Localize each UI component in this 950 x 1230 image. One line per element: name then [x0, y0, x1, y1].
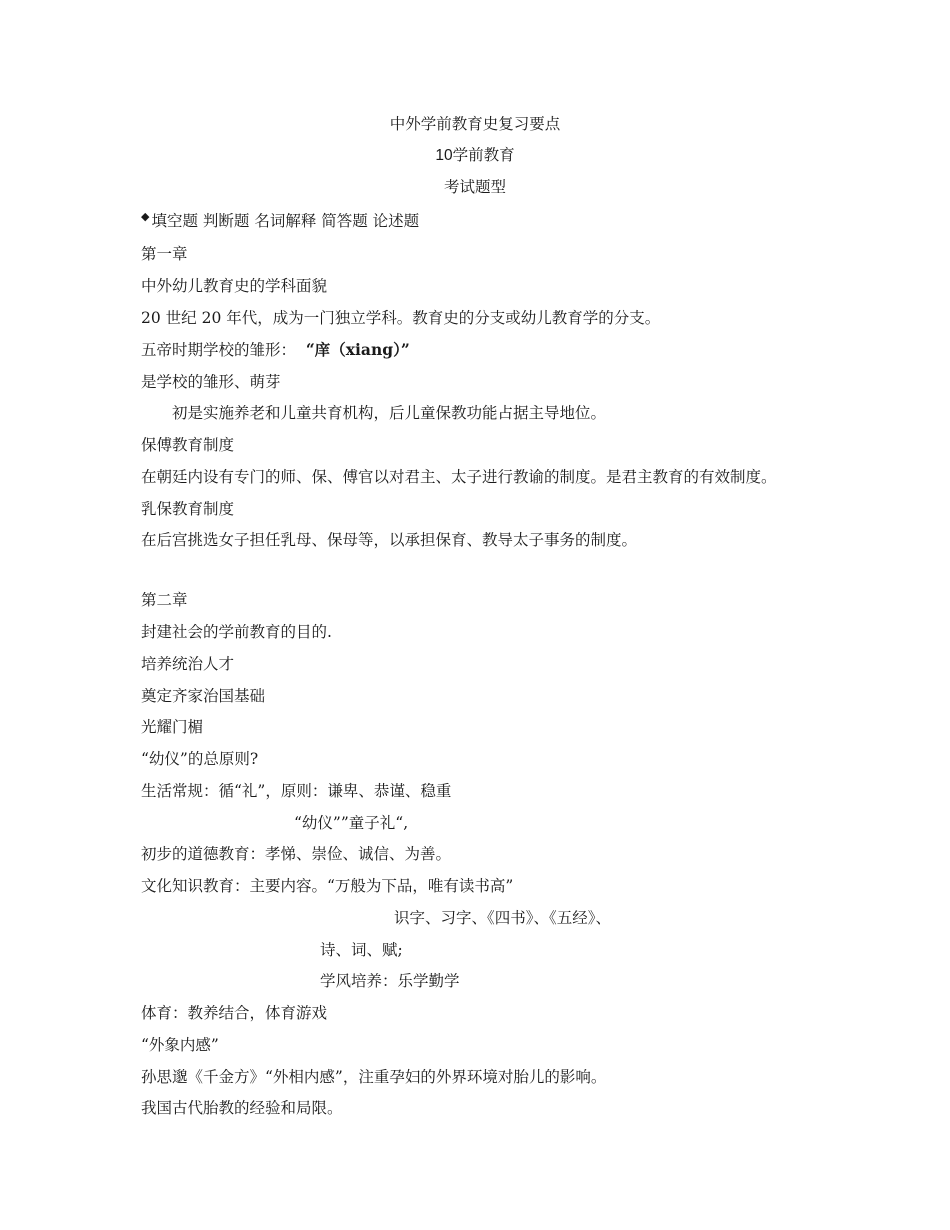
chapter1-line: 乳保教育制度 [141, 500, 235, 518]
chapter2-line: 光耀门楣 [141, 718, 204, 736]
chapter1-line: 在后宫挑选女子担任乳母、保母等，以承担保育、教导太子事务的制度。 [141, 531, 638, 549]
chapter1-line: 中外幼儿教育史的学科面貌 [141, 277, 328, 295]
chapter2-line: “外象内感” [141, 1036, 219, 1054]
chapter2-line: 识字、习字、《四书》、《五经》、 [394, 909, 612, 927]
chapter1-line-school-origin: 五帝时期学校的雏形： “庠（xiang）” [141, 340, 410, 359]
exam-types-text: 填空题 判断题 名词解释 简答题 论述题 [151, 212, 420, 230]
chapter1-line: 初是实施养老和儿童共育机构，后儿童保教功能占据主导地位。 [172, 404, 607, 422]
chapter1-line: 20 世纪 20 年代，成为一门独立学科。教育史的分支或幼儿教育学的分支。 [141, 309, 661, 327]
chapter2-line: 诗、词、赋; [320, 941, 403, 959]
chapter1-heading: 第一章 [141, 245, 188, 263]
chapter2-line: 封建社会的学前教育的目的. [141, 623, 332, 641]
diamond-bullet-icon: ◆ [141, 210, 150, 223]
chapter2-line: 体育：教养结合，体育游戏 [141, 1004, 328, 1022]
chapter2-line: 我国古代胎教的经验和局限。 [141, 1099, 343, 1117]
chapter2-line: 培养统治人才 [141, 655, 235, 673]
chapter2-line: 文化知识教育：主要内容。“万般为下品，唯有读书高” [141, 877, 514, 895]
chapter2-line: 奠定齐家治国基础 [141, 687, 266, 705]
class-name: 10学前教育 [435, 147, 515, 164]
chapter2-line: 孙思邈《千金方》“外相内感”，注重孕妇的外界环境对胎儿的影响。 [141, 1068, 607, 1086]
exam-heading: 考试题型 [443, 178, 506, 196]
exam-types-line [141, 211, 419, 233]
chapter2-heading: 第二章 [141, 591, 188, 609]
chapter2-line: 生活常规：循“礼”，原则：谦卑、恭谨、稳重 [141, 782, 452, 800]
chapter2-line: “幼仪””童子礼“, [294, 814, 409, 832]
chapter2-line: “幼仪”的总原则? [141, 750, 259, 768]
chapter1-line: 是学校的雏形、萌芽 [141, 373, 281, 391]
chapter2-line: 学风培养：乐学勤学 [320, 972, 460, 990]
chapter2-line: 初步的道德教育：孝悌、崇俭、诚信、为善。 [141, 845, 452, 863]
chapter1-line: 保傅教育制度 [141, 436, 235, 454]
chapter1-line: 在朝廷内设有专门的师、保、傅官以对君主、太子进行教谕的制度。是君主教育的有效制度。 [141, 468, 777, 486]
document-title: 中外学前教育史复习要点 [389, 115, 561, 133]
